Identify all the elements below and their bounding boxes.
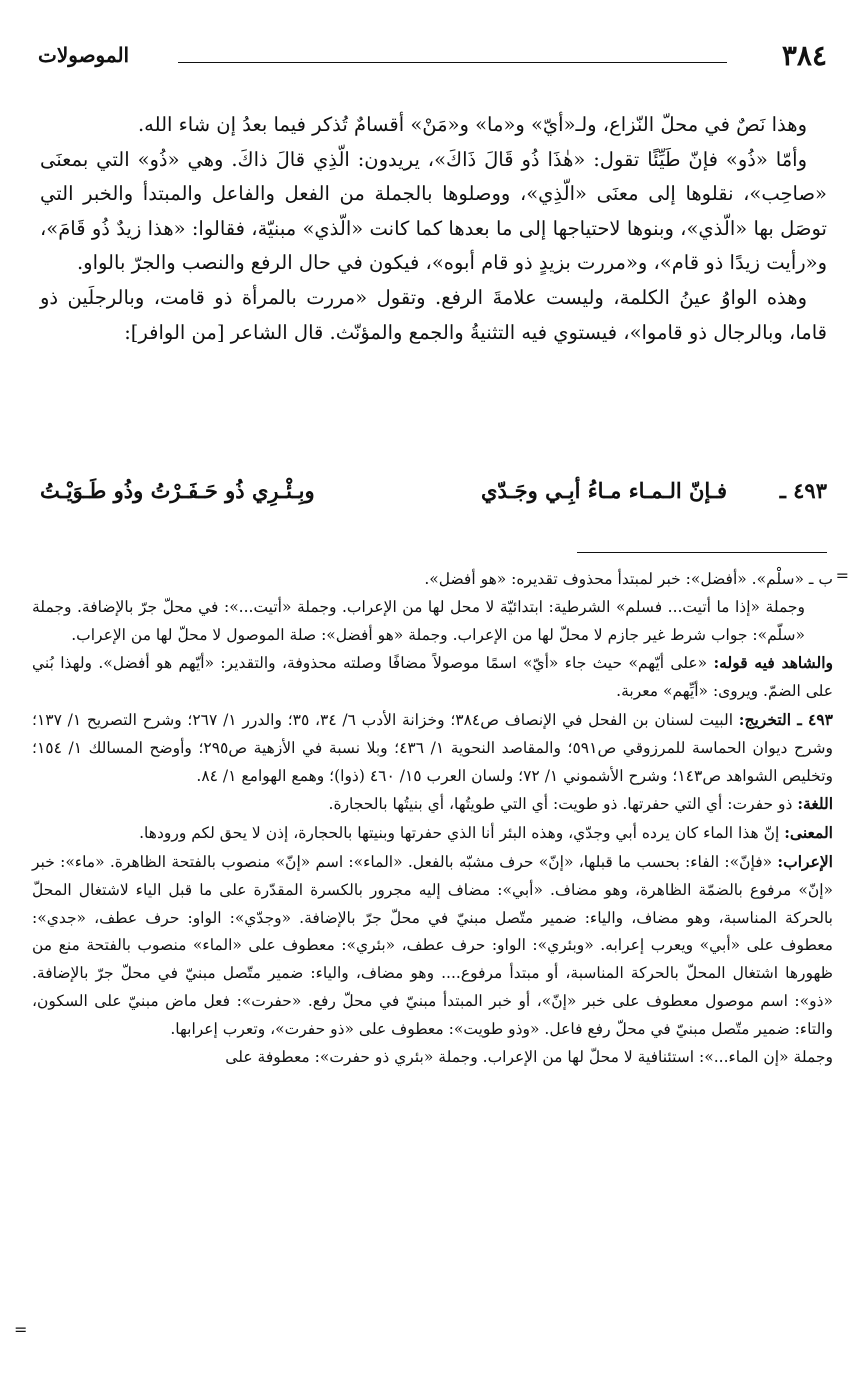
footnote-text: ب ـ «سلْم». «أفضل»: خبر لمبتدأ محذوف تقديره: «هو أفضل». [424, 570, 833, 588]
footnote-text: «على أيّهم» حيث جاء «أيّ» اسمًا موصولاً مضافًا وصلته محذوفة، والتقدير: «أيّهم هو أفضل». ولهذا بُني على الضمّ. ويروى: «أيِّهم» معربة. [32, 654, 833, 701]
footnotes [32, 566, 833, 1071]
footnote-label: ٤٩٣ ـ التخريج: [738, 709, 833, 729]
verse-second-hemistich: وبِـئْـرِي ذُو حَـفَـرْتُ وذُو طَـوَيْـتُ [40, 478, 315, 503]
page-number: ٣٨٤ [781, 39, 827, 72]
paragraph: وهذا نَصٌ في محلّ النّزاع، ولـ«أيّ» و«ما» و«مَنْ» أقسامٌ تُذكر فيما بعدُ إن شاء الله. [137, 113, 807, 136]
header-rule [178, 62, 727, 63]
footnote-line [32, 649, 833, 706]
footnote-line [32, 790, 833, 819]
footnote-line [32, 1044, 833, 1072]
footnote-separator [577, 552, 827, 553]
footnote-label: والشاهد فيه قوله: [713, 653, 833, 673]
footnote-line [32, 706, 833, 790]
footnote-line [32, 848, 833, 1044]
continuation-mark: = [835, 566, 849, 585]
paragraph: وأمّا «ذُو» فإنّ طَيِّئًا تقول: «هٰذَا ذُو قَالَ ذَاكَ»، يريدون: الّذِي قالَ ذاكَ. وهي «ذُو» التي بمعنَى «صاحِب»، نقلوها إلى معنَى «الّذِي»، ووصلوها بالجملة من الفعل والفاعل والمبتدأ والخبر التي توصَل بها «الّذي»، وبنوها لاحتياجها إلى ما بعدها كما كانت «الّذي» مبنيّة، فقالوا: «هذا زيدٌ ذُو قَامَ»، و«رأيت زيدًا ذو قام»، و«مررت بزيدٍ ذو قام أبوه»، فيكون في حال الرفع والنصب والجرّ بالواو. [40, 147, 827, 275]
page-header [38, 36, 827, 76]
footnote-line [32, 819, 833, 848]
footnote-text: البيت لسنان بن الفحل في الإنصاف ص٣٨٤؛ وخزانة الأدب ٦/ ٣٤، ٣٥؛ والدرر ١/ ٢٦٧؛ وشرح التصريح ١/ ١٣٧؛ وشرح ديوان الحماسة للمرزوقي ص٥٩١؛ والمقاصد النحوية ١/ ٤٣٦؛ وبلا نسبة في الأزهية ص٢٩٥؛ وأوضح المسالك ١/ ١٥٤؛ وتخليص الشواهد ص١٤٣؛ وشرح الأشموني ١/ ٧٢؛ ولسان العرب ١٥/ ٤٦٠ (ذوا)؛ وهمع الهوامع ١/ ٨٤. [32, 710, 834, 785]
footnote-text: وجملة «إن الماء...»: استئنافية لا محلّ لها من الإعراب. وجملة «بئري ذو حفرت»: معطوفة على [225, 1047, 833, 1066]
chapter-title: الموصولات [38, 43, 130, 67]
continuation-mark-end: = [14, 1320, 28, 1339]
verse-number: ٤٩٣ ـ [779, 478, 827, 503]
footnote-text: إنّ هذا الماء كان يرده أبي وجدّي، وهذه البئر أنا الذي حفرتها وبنيتها بالحجارة، إذن لا يحق لكم ورودها. [139, 824, 785, 843]
verse-line [40, 478, 827, 518]
footnote-label: المعنى: [784, 823, 833, 843]
footnote-label: اللغة: [797, 794, 833, 814]
main-text [40, 108, 827, 350]
footnote-line [32, 594, 833, 650]
footnote-label: الإعراب: [777, 851, 833, 871]
footnote-text: وجملة «إذا ما أتيت... فسلم» الشرطية: ابتدائيّة لا محل لها من الإعراب. وجملة «أتيت...»: في محلّ جرّ بالإضافة. وجملة «سلّم»: جواب شرط غير جازم لا محلّ لها من الإعراب. وجملة «هو أفضل»: صلة الموصول لا محلّ لها من الإعراب. [32, 597, 805, 644]
paragraph: وهذه الواوُ عينُ الكلمة، وليست علامةَ الرفع. وتقول «مررت بالمرأة ذو قامت، وبالرجلَين ذو قاما، وبالرجال ذو قاموا»، فيستوي فيه التثنيةُ والجمع والمؤنّث. قال الشاعر [من الوافر]: [40, 285, 827, 344]
footnote-text: «فإنّ»: الفاء: بحسب ما قبلها، «إنّ» حرف مشبّه بالفعل. «الماء»: اسم «إنّ» منصوب بالفتحة الظاهرة. «ماء»: خبر «إنّ» مرفوع بالضمّة الظاهرة، وهو مضاف. «أبي»: مضاف إليه مجرور بالكسرة المقدّرة على ما قبل الياء لاشتغال المحلّ بالحركة المناسبة، وهو مضاف، والياء: ضمير متّصل مبنيّ في محلّ جرّ بالإضافة. «وجدّي»: الواو: حرف عطف، «جدي»: معطوف على «أبي» ويعرب إعرابه. «وبئري»: الواو: حرف عطف، «بئري»: معطوف على «الماء» منصوب بالفتحة منع من ظهورها اشتغال المحلّ بالحركة المناسبة، أو مبتدأ مرفوع.... وهو مضاف، والياء: ضمير متّصل مبنيّ في محلّ جرّ بالإضافة. «ذو»: اسم موصول معطوف على خبر «إنّ»، أو خبر المبتدأ مبنيّ في محلّ رفع. «حفرت»: فعل ماض مبنيّ على السكون، والتاء: ضمير متّصل مبنيّ في محلّ رفع فاعل. «وذو طويت»: معطوف على «ذو حفرت»، وتعرب إعرابها. [32, 852, 833, 1038]
footnote-line [32, 566, 833, 594]
footnote-text: ذو حفرت: أي التي حفرتها. ذو طويت: أي التي طويتُها، أي بنيتُها بالحجارة. [328, 795, 798, 814]
verse-first-hemistich: فـإنّ الـمـاء مـاءُ أبِـي وجَـدّي [481, 478, 727, 503]
